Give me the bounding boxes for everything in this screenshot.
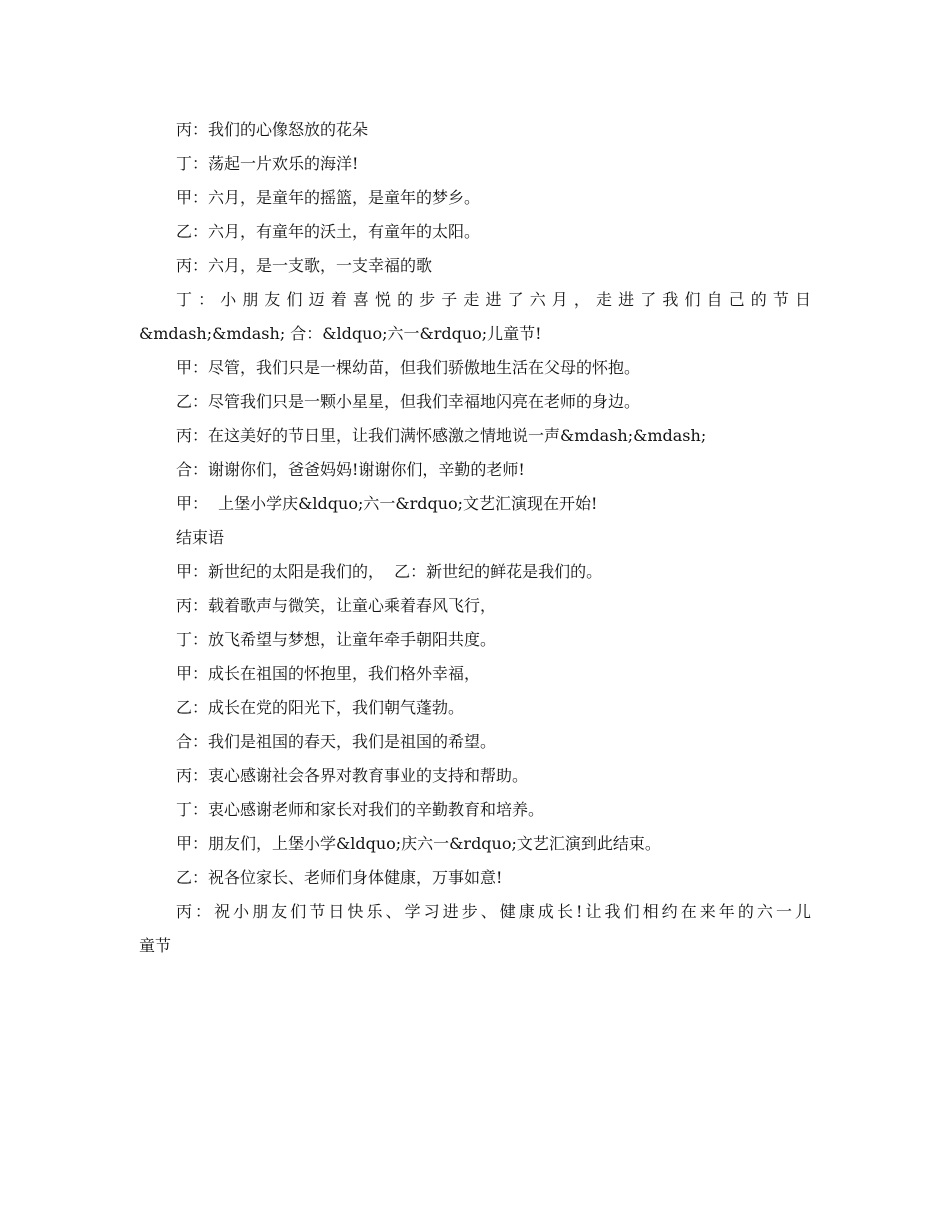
text-line: 丁：小朋友们迈着喜悦的步子走进了六月，走进了我们自己的节日 bbox=[176, 290, 811, 309]
text-line: 甲：六月，是童年的摇篮，是童年的梦乡。 bbox=[176, 188, 481, 207]
text-line: 甲： 上堡小学庆&ldquo;六一&rdquo;文艺汇演现在开始! bbox=[176, 494, 598, 513]
text-line: 乙：尽管我们只是一颗小星星，但我们幸福地闪亮在老师的身边。 bbox=[176, 392, 641, 411]
text-line: 甲：成长在祖国的怀抱里，我们格外幸福， bbox=[176, 664, 481, 683]
text-line: 丙：我们的心像怒放的花朵 bbox=[176, 120, 369, 139]
text-line: 甲：尽管，我们只是一棵幼苗，但我们骄傲地生活在父母的怀抱。 bbox=[176, 358, 641, 377]
text-line: 丙：六月，是一支歌，一支幸福的歌 bbox=[176, 256, 433, 275]
text-line: 丙：祝小朋友们节日快乐、学习进步、健康成长!让我们相约在来年的六一儿 bbox=[176, 902, 811, 921]
text-line: &mdash;&mdash; 合：&ldquo;六一&rdquo;儿童节! bbox=[139, 324, 542, 343]
text-line: 甲：新世纪的太阳是我们的， 乙：新世纪的鲜花是我们的。 bbox=[176, 562, 603, 581]
text-line: 甲：朋友们，上堡小学&ldquo;庆六一&rdquo;文艺汇演到此结束。 bbox=[176, 834, 661, 853]
text-line: 乙：成长在党的阳光下，我们朝气蓬勃。 bbox=[176, 698, 465, 717]
text-line: 丁：荡起一片欢乐的海洋! bbox=[176, 154, 359, 173]
text-line: 丙：载着歌声与微笑，让童心乘着春风飞行， bbox=[176, 596, 497, 615]
text-line: 丙：在这美好的节日里，让我们满怀感激之情地说一声&mdash;&mdash; bbox=[176, 426, 707, 445]
text-line: 丁：放飞希望与梦想，让童年牵手朝阳共度。 bbox=[176, 630, 497, 649]
text-line: 童节 bbox=[139, 936, 172, 955]
text-line: 丁：衷心感谢老师和家长对我们的辛勤教育和培养。 bbox=[176, 800, 545, 819]
text-line: 乙：祝各位家长、老师们身体健康，万事如意! bbox=[176, 868, 503, 887]
text-line: 合：我们是祖国的春天，我们是祖国的希望。 bbox=[176, 732, 497, 751]
text-line: 丙：衷心感谢社会各界对教育事业的支持和帮助。 bbox=[176, 766, 529, 785]
section-heading: 结束语 bbox=[176, 528, 225, 547]
text-line: 乙：六月，有童年的沃土，有童年的太阳。 bbox=[176, 222, 481, 241]
text-line: 合：谢谢你们，爸爸妈妈!谢谢你们，辛勤的老师! bbox=[176, 460, 525, 479]
